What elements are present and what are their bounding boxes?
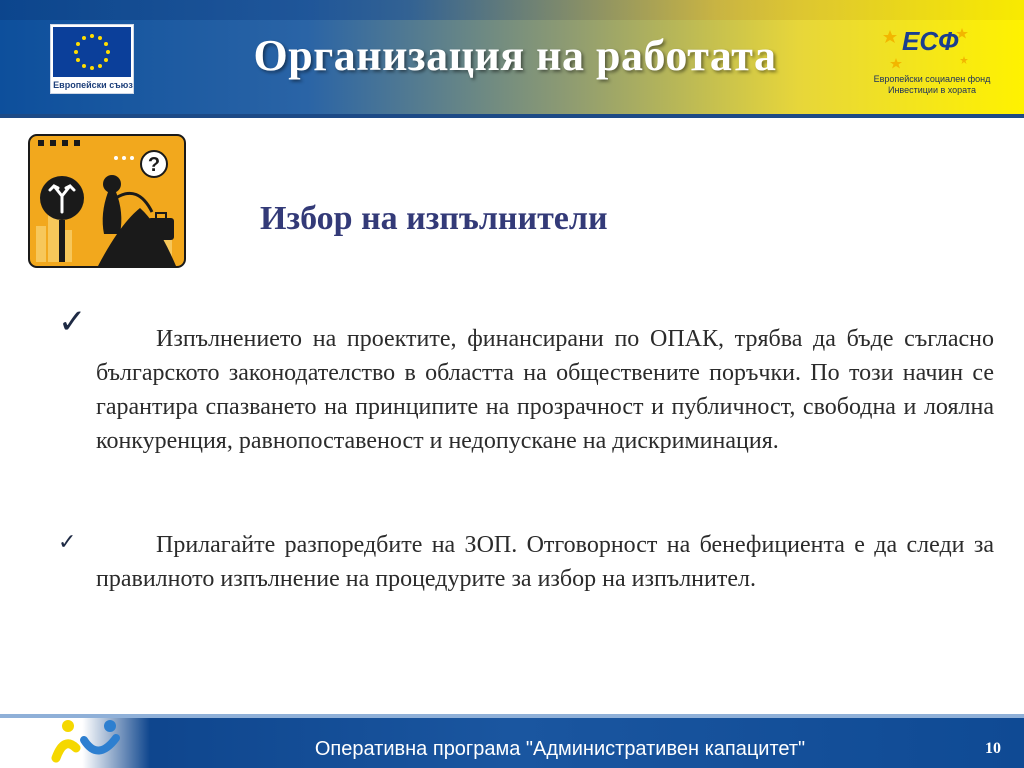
bullet-item [58,528,998,628]
program-name: Оперативна програма "Административен капацитет" [314,738,806,760]
person-at-crossroads-icon [28,134,186,268]
crossroads-illustration [28,134,186,268]
eu-caption: Европейски съюз [53,80,133,90]
bullet-item [58,302,998,498]
question-mark: ? [147,154,161,176]
bullet-text: Прилагайте разпоредбите на ЗОП. Отговорност на бенефициента е да следи за правилното изпълнение на процедурите за избор на изпълнител. [96,532,994,592]
opak-logo-icon [0,718,150,768]
page-number: 10 [985,740,1001,757]
checkmark-icon: ✓ [58,530,77,555]
bullet-text: Изпълнението на проектите, финансирани по ОПАК, трябва да бъде съгласно българското законодателство в областта на обществените поръчки. По този начин се гарантира спазването на принципите на прозрачност и публичност, свободна и лоялна конкуренция, равнопоставеност и недопускане на дискриминация. [96,326,994,454]
header-banner [0,0,1024,114]
esf-caption-line1: Европейски социален фонд [873,74,991,84]
header-top-band [0,0,1024,20]
header-divider [0,114,1024,118]
esf-caption [852,74,1012,96]
footer-banner [0,718,1024,768]
section-subtitle: Избор на изпълнители [260,200,608,237]
esf-logo-text: ЕСФ [902,26,959,56]
slide-title: Организация на работата [253,31,777,80]
checkmark-icon: ✓ [58,302,87,342]
eu-logo [50,24,134,94]
esf-logo [852,20,1012,100]
esf-caption-line2: Инвестиции в хората [887,85,976,95]
opak-logo [0,718,150,768]
eu-flag-icon [53,27,131,77]
